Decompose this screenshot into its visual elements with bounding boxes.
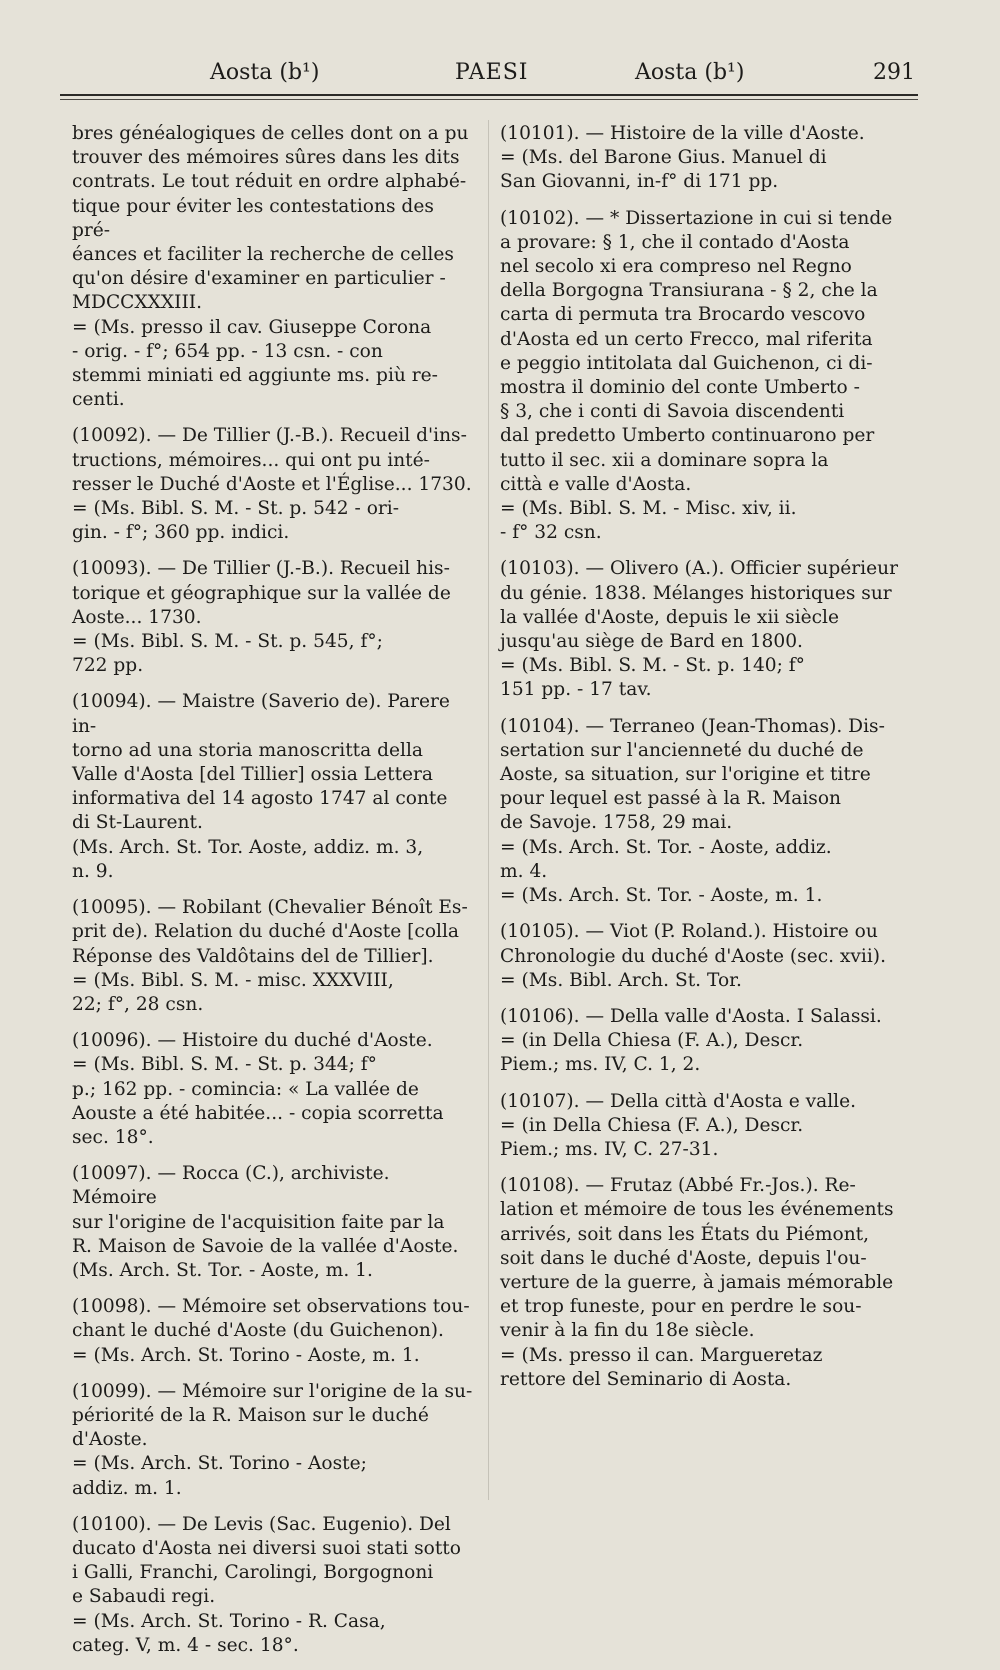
entry-10105: (10105). — Viot (P. Roland.). Histoire ou Chronologie du duché d'Aoste (sec. xvii). = (Ms. Bibl. Arch. St. Tor. (500, 921, 886, 991)
entry-10099: (10099). — Mémoire sur l'origine de la su- périorité de la R. Maison sur le duché d'Aoste. = (Ms. Arch. St. Torino - Aoste; addiz. m. 1. (72, 1380, 473, 1499)
entry-10098: (10098). — Mémoire set observations tou- chant le duché d'Aoste (du Guichenon). = (Ms. Arch. St. Torino - Aoste, m. 1. (72, 1296, 470, 1366)
entry-10102: (10102). — * Dissertazione in cui si tende a provare: § 1, che il contado d'Aosta nel secolo xi era compreso nel Regno della Borgogna Transiurana - § 2, che la carta di permuta tra Brocardo vescovo d'Aosta ed un certo Frecco, mal riferita e peggio intitolata dal Guichenon, ci di- mostra il dominio del conte Umberto - § 3, che i conti di Savoia discendenti dal predetto Umberto continuarono per tutto il sec. xii a dominare sopra la città e valle d'Aosta. = (Ms. Bibl. S. M. - Misc. xiv, ii. - f° 32 csn. (500, 207, 893, 544)
header-right-title: Aosta (b¹) (635, 60, 745, 85)
header-rule-thick (60, 94, 918, 96)
entry-10104: (10104). — Terraneo (Jean-Thomas). Dis- sertation sur l'ancienneté du duché de Aoste, sa situation, sur l'origine et titre pour lequel est passé à la R. Maison de Savoje. 1758, 29 mai. = (Ms. Arch. St. Tor. - Aoste, addiz. m. 4. = (Ms. Arch. St. Tor. - Aoste, m. 1. (500, 715, 885, 907)
header-section-title: PAESI (455, 60, 529, 85)
entry-10100: (10100). — De Levis (Sac. Eugenio). Del ducato d'Aosta nei diversi suoi stati sotto i Galli, Franchi, Carolingi, Borgognoni e Sabaudi regi. = (Ms. Arch. St. Torino - R. Casa, categ. V, m. 4 - sec. 18°. (72, 1513, 461, 1656)
entry-10096: (10096). — Histoire du duché d'Aoste. = (Ms. Bibl. S. M. - St. p. 344; f° p.; 162 pp. - comincia: « La vallée de Aouste a été habitée... - copia scorretta sec. 18°. (72, 1030, 444, 1148)
entry-10093: (10093). — De Tillier (J.-B.). Recueil his- torique et géographique sur la vallée de Aoste... 1730. = (Ms. Bibl. S. M. - St. p. 545, f°; 722 pp. (72, 558, 451, 677)
right-column (500, 122, 918, 1404)
entry-10106: (10106). — Della valle d'Aosta. I Salassi. = (in Della Chiesa (F. A.), Descr. Piem.; ms. IV, C. 1, 2. (500, 1005, 882, 1076)
running-header (60, 56, 915, 92)
entry-10108: (10108). — Frutaz (Abbé Fr.-Jos.). Re- lation et mémoire de tous les événements arrivés, soit dans les États du Piémont, soit dans le duché d'Aoste, depuis l'ou- verture de la guerre, à jamais mémorable et trop funeste, pour en perdre le sou- venir à la fin du 18e siècle. = (Ms. presso il can. Margueretaz rettore del Seminario di Aosta. (500, 1175, 894, 1390)
column-divider (488, 120, 489, 1500)
entry-continuation: bres généalogiques de celles dont on a pu trouver des mémoires sûres dans les dits contrats. Le tout réduit en ordre alphabé- tique pour éviter les contestations des pré- éances et faciliter la recherche de celles qu'on désire d'examiner en particulier - MDCCXXXIII. = (Ms. presso il cav. Giuseppe Corona - orig. - f°; 654 pp. - 13 csn. - con stemmi miniati ed aggiunte ms. più re- centi. (72, 123, 469, 411)
entry-10107: (10107). — Della città d'Aosta e valle. = (in Della Chiesa (F. A.), Descr. Piem.; ms. IV, C. 27-31. (500, 1090, 857, 1160)
entry-10103: (10103). — Olivero (A.). Officier supérieur du génie. 1838. Mélanges historiques sur la vallée d'Aoste, depuis le xii siècle jusqu'au siège de Bard en 1800. = (Ms. Bibl. S. M. - St. p. 140; f° 151 pp. - 17 tav. (500, 558, 898, 701)
entry-10095: (10095). — Robilant (Chevalier Bénoît Es- prit de). Relation du duché d'Aoste [colla Réponse des Valdôtains del de Tillier]. = (Ms. Bibl. S. M. - misc. XXXVIII, 22; f°, 28 csn. (72, 897, 468, 1015)
header-left-title: Aosta (b¹) (210, 60, 320, 85)
entry-10101: (10101). — Histoire de la ville d'Aoste. = (Ms. del Barone Gius. Manuel di San Giovanni, in-f° di 171 pp. (500, 123, 865, 193)
page-number: 291 (873, 60, 915, 85)
entry-10092: (10092). — De Tillier (J.-B.). Recueil d'ins- tructions, mémoires... qui ont pu inté- resser le Duché d'Aoste et l'Église... 1730. = (Ms. Bibl. S. M. - St. p. 542 - ori- gin. - f°; 360 pp. indici. (72, 425, 472, 544)
entry-10094: (10094). — Maistre (Saverio de). Parere in- torno ad una storia manoscritta della Valle d'Aosta [del Tillier] ossia Lettera informativa del 14 agosto 1747 al conte di St-Laurent. (Ms. Arch. St. Tor. Aoste, addiz. m. 3, n. 9. (72, 691, 450, 882)
header-rule-thin (60, 99, 918, 100)
entry-10097: (10097). — Rocca (C.), archiviste. Mémoire sur l'origine de l'acquisition faite par la R. Maison de Savoie de la vallée d'Aoste. (Ms. Arch. St. Tor. - Aoste, m. 1. (72, 1163, 459, 1281)
left-column (72, 122, 474, 1670)
